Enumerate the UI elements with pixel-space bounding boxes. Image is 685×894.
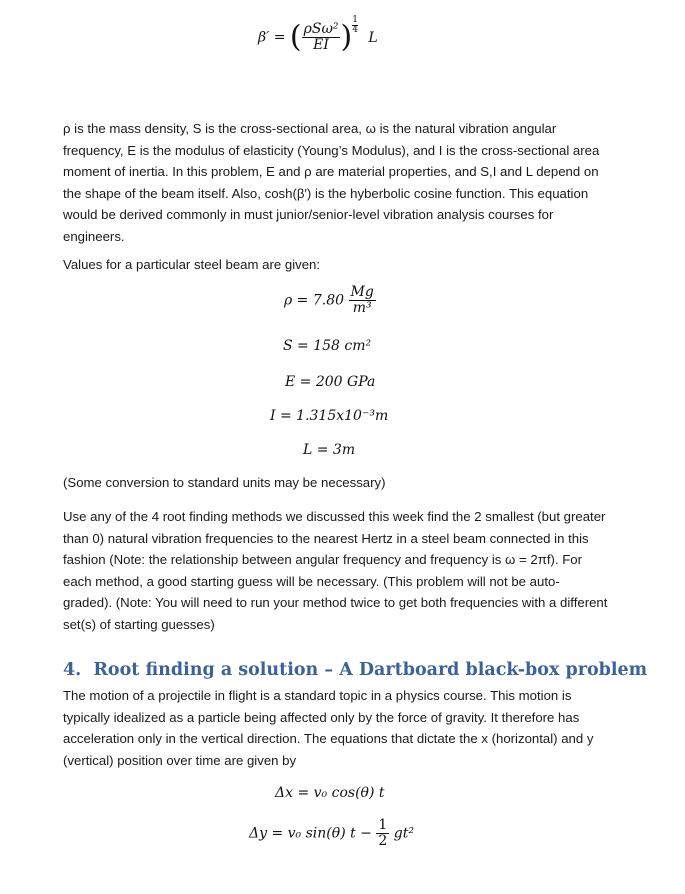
modulus-equation: E = 200 GPa: [285, 374, 376, 390]
area-equation: S = 158 cm²: [283, 338, 372, 354]
dy-main: Δy = v₀ sin(θ) t −: [249, 825, 372, 842]
definitions-paragraph: ρ is the mass density, S is the cross-sectional area, ω is the natural vibration angular frequency, E is the modulus of elasticity (Young’s Modulus), and I is the cross-sectional area moment of inertia. In this problem, E and ρ are material properties, and S,I and L depend on the shape of the beam itself. Also, cosh(β′) is the hyberbolic cosine function. This equation would be derived commonly in must junior/senior-level vibration analysis courses for engineers.: [63, 121, 600, 244]
section-title: Root finding a solution – A Dartboard black-box problem: [93, 660, 648, 680]
section-number: 4.: [63, 660, 82, 680]
beta-prime-exponent: $\frac{1}{4}$: [352, 15, 358, 35]
dy-half-fraction: $\frac{1}{2}$: [378, 817, 388, 849]
dx-equation: Δx = v₀ cos(θ) t: [275, 785, 385, 801]
conversion-note: (Some conversion to standard units may be necessary): [63, 475, 386, 490]
rho-units-fraction: $\frac{Mg}{\text{m³}}$: [350, 284, 374, 316]
beta-prime-tail: L: [368, 29, 378, 46]
instructions-paragraph: Use any of the 4 root finding methods we discussed this week find the 2 smallest (but greater than 0) natural vibration frequencies to the nearest Hertz in a steel beam connected in this fashion (Note: the relationship between angular frequency and frequency is ω = 2πf). For each method, a good starting guess will be necessary. (This problem will not be auto-graded). (Note: You will need to run your method twice to get both frequencies with a different set(s) of starting guesses): [63, 509, 608, 632]
values-intro: Values for a particular steel beam are given:: [63, 257, 321, 272]
left-paren: (: [289, 19, 302, 55]
projectile-paragraph: The motion of a projectile in flight is a standard topic in a physics course. This motion is typically idealized as a particle being affected only by the force of gravity. It therefore has acceleration only in the vertical direction. The equations that dictate the x (horizontal) and y (vertical) position over time are given by: [63, 688, 594, 768]
section-heading: [63, 660, 647, 680]
beta-prime-numerator: ρSω²: [303, 21, 339, 37]
inertia-equation: I = 1.315x10⁻³m: [270, 408, 389, 424]
dy-equation: [249, 818, 414, 849]
right-paren: ): [340, 19, 353, 55]
rho-lhs: ρ = 7.80: [284, 292, 345, 309]
beta-prime-lhs: β′ =: [258, 29, 286, 46]
length-equation: L = 3m: [303, 442, 356, 458]
dy-tail: gt²: [393, 825, 414, 842]
beta-prime-denominator: EI: [313, 37, 329, 53]
beta-prime-equation: [258, 15, 378, 55]
beta-prime-fraction: [302, 22, 341, 53]
rho-equation: [284, 285, 376, 316]
